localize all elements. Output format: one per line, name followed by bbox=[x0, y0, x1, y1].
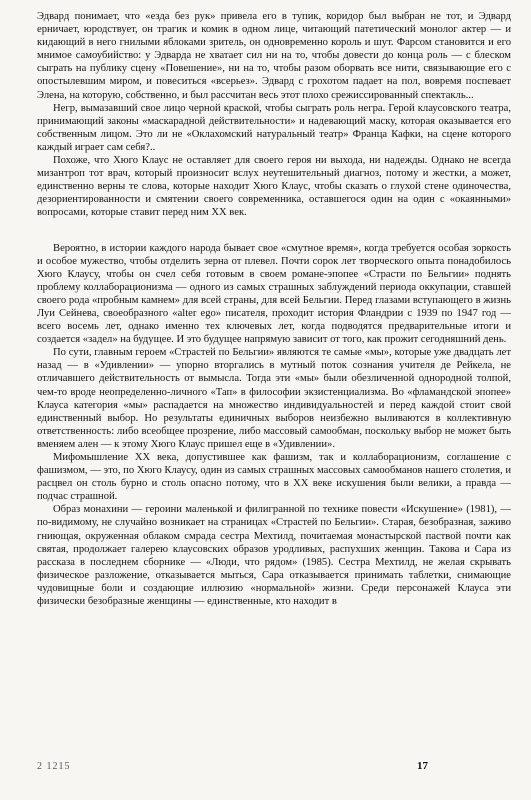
page-footer bbox=[37, 760, 428, 772]
paragraph: Вероятно, в истории каждого народа бывает свое «смутное время», когда требуется особая зоркость и особое мужество, чтобы отделить зерна от плевел. Почти сорок лет творческого опыта понадобилось Хюго Клаусу, чтобы он счел себя готовым в своем романе-эпопее «Страсти по Бельгии» поднять проблему коллаборационизма — одного из самых страшных заблуждений периода оккупации, ставшей своего рода «пробным камнем» для всей страны, для всей Бельгии. Перед глазами вступающего в жизнь Луи Сейнева, своеобразного «alter ego» писателя, проходит история Фландрии с 1939 по 1947 год — всего восемь лет, однако именно тех ключевых лет, когда подводятся предварительные итоги и создается «задел» на будущее. И это будущее напрямую зависит от того, как прожит сегодняшний день. bbox=[37, 242, 511, 346]
paragraph: Мифомышление XX века, допустившее как фашизм, так и коллаборационизм, соглашение с фашизмом, — это, по Хюго Клаусу, один из самых страшных массовых самообманов нашего столетия, и расцвел он столь бурно и столь опасно потому, что в XX веке искушения были велики, а правда — подчас страшной. bbox=[37, 452, 511, 503]
page-number: 17 bbox=[417, 760, 428, 772]
section-1 bbox=[37, 10, 511, 220]
paragraph: Похоже, что Хюго Клаус не оставляет для своего героя ни выхода, ни надежды. Однако не всегда мизантроп тот врач, который произносит вслух неутешительный диагноз, потому и жестки, а может, единственно верны те слова, которые находит Хюго Клаус, чтобы сказать о глухой стене одиночества, дезориентированности и смятении своего современника, оставшегося один на один с «окаянными» вопросами, которые ставит перед ним XX век. bbox=[37, 155, 511, 219]
section-break bbox=[37, 220, 511, 242]
paragraph: По сути, главным героем «Страстей по Бельгии» являются те самые «мы», которые уже двадцать лет назад — в «Удивлении» — упорно вторгались в мутный поток сознания учителя де Рейкела, не отличавшего действительность от вымысла. Тогда эти «мы» были обезличенной однородной толпой, чем-то вроде неопределенно-личного «Тап» в философии экзистенциализма. Во «фламандской эпопее» Клауса категория «мы» распадается на множество индивидуальностей и перед каждой стоит свой единственный выбор. Но результаты единичных выборов неизбежно выливаются в коллективную ответственность: либо всеобщее прозрение, либо массовый самообман, поскольку выбор не может быть вменяем ален — к этому Хюго Клаус пришел еще в «Удивлении». bbox=[37, 347, 511, 450]
print-code: 2 1215 bbox=[37, 761, 71, 772]
paragraph: Негр, вымазавший свое лицо черной краской, чтобы сыграть роль негра. Герой клаусовского театра, принимающий законы «маскарадной действительности» и надевающий маску, которая оказывается его собственным лицом. Это ли не «Оклахомский натуральный театр» Франца Кафки, на сцене которого каждый играет сам себя?.. bbox=[37, 102, 511, 153]
paragraph: Образ монахини — героини маленькой и филигранной по технике повести «Искушение» (1981), — по-видимому, не случайно возникает на страницах «Страстей по Бельгии». Старая, безобразная, заживо гниющая, окруженная облаком смрада сестра Мехтилд, почитаемая монастырской паствой почти как святая, продолжает галерею клаусовских образов уродливых, распухших женщин. Такова и Сара из рассказа в последнем сборнике — «Люди, что рядом» (1985). Сестра Мехтилд, не желая скрывать физическое разложение, отказывается мыться, Сара отказывается принимать таблетки, снимающие чудовищные боли и создающие иллюзию «нормальной» жизни. Среди персонажей Клауса эти физически безобразные женщины — единственные, кто находит в bbox=[37, 504, 511, 608]
section-2 bbox=[37, 242, 511, 609]
paragraph: Эдвард понимает, что «езда без рук» привела его в тупик, коридор был выбран не тот, и Эдвард ерничает, юродствует, он трагик и комик в одном лице, читающий патетический монолог актер — и кидающий в него гнилыми яблоками зритель, он одновременно король и шут. Фарсом становится и его мнимое самоубийство: у Эдварда не хватает сил ни на то, чтобы довести до конца роль — с блеском сыграть на публику сцену «Повешение», ни на то, чтобы разом оборвать все нити, связывающие его с опостылевшим миром, и повеситься «всерьез». Эдвард с грохотом падает на пол, вовремя поспевает Элена, на которую, собственно, и был рассчитан весь этот плохо срежиссированный спектакль... bbox=[37, 11, 511, 101]
